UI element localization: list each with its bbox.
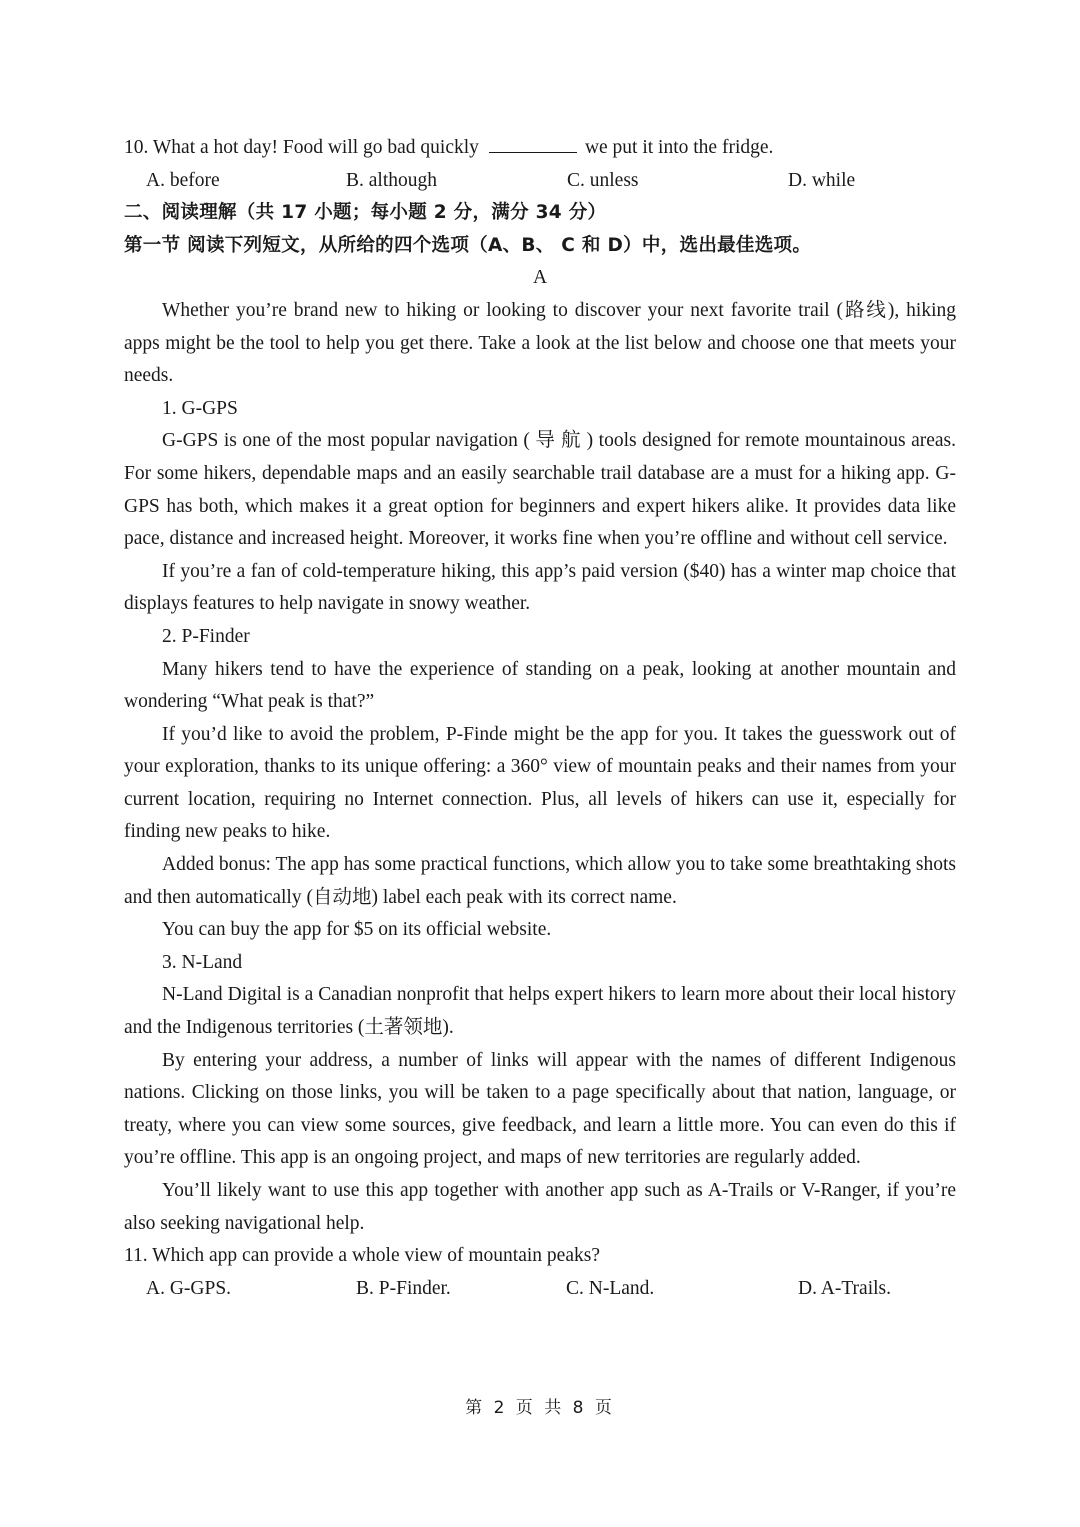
question-11-options: [124, 1273, 956, 1306]
n-land-paragraph-2: By entering your address, a number of links will appear with the names of different Indigenous nations. Clicking on those links, you will be taken to a page specifically about that nation, language, or treaty, where you can view some sources, give feedback, and learn a little more. You can even do this if you’re offline. This app is an ongoing project, and maps of new territories are regularly added.: [124, 1049, 956, 1169]
question-11-option-c: C. N-Land.: [566, 1277, 655, 1299]
question-10-option-c: C. unless: [567, 169, 639, 191]
exam-page: [124, 130, 956, 1305]
n-land-paragraph-3: You’ll likely want to use this app together with another app such as A-Trails or V-Ranger, if you’re also seeking navigational help.: [124, 1180, 956, 1234]
page-number-footer: 第 2 页 共 8 页: [465, 1398, 615, 1418]
question-11-stem: 11. Which app can provide a whole view of mountain peaks?: [124, 1245, 600, 1267]
section-heading: 二、阅读理解（共 17 小题；每小题 2 分，满分 34 分）: [124, 202, 607, 224]
question-10-option-d: D. while: [788, 169, 856, 191]
question-11-option-a: A. G-GPS.: [146, 1277, 232, 1299]
app-heading-g-gps: 1. G-GPS: [162, 397, 238, 419]
n-land-paragraph-1: N-Land Digital is a Canadian nonprofit that helps expert hikers to learn more about their local history and the Indigenous territories (土著领地).: [124, 984, 956, 1039]
question-10-option-b: B. although: [346, 169, 437, 191]
passage-intro: Whether you’re brand new to hiking or looking to discover your next favorite trail (路线), hiking apps might be the tool to help you get there. Take a look at the list below and choose one that meets your needs.: [124, 299, 956, 387]
passage-letter: A: [532, 267, 548, 289]
question-10-stem: [124, 130, 956, 165]
g-gps-paragraph-2: If you’re a fan of cold-temperature hiking, this app’s paid version ($40) has a winter map choice that displays features to help navigate in snowy weather.: [124, 560, 956, 615]
p-finder-paragraph-3: Added bonus: The app has some practical functions, which allow you to take some breathtaking shots and then automatically (自动地) label each peak with its correct name.: [124, 854, 956, 908]
question-11-option-b: B. P-Finder.: [356, 1277, 451, 1299]
question-10-stem-after: we put it into the fridge.: [584, 137, 774, 158]
section-subheading: 第一节 阅读下列短文，从所给的四个选项（A、B、 C 和 D）中，选出最佳选项。: [124, 234, 812, 256]
question-10-stem-before: 10. What a hot day! Food will go bad quickly: [124, 137, 479, 158]
question-11-option-d: D. A-Trails.: [798, 1277, 892, 1299]
p-finder-paragraph-1: Many hikers tend to have the experience of standing on a peak, looking at another mountain and wondering “What peak is that?”: [124, 658, 956, 713]
g-gps-paragraph-1: G-GPS is one of the most popular navigation ( 导 航 ) tools designed for remote mountainous areas. For some hikers, dependable maps and an easily searchable trail database are a must for a hiking app. G-GPS has both, which makes it a great option for beginners and expert hikers alike. It provides data like pace, distance and increased height. Moreover, it works fine when you’re offline and without cell service.: [124, 430, 956, 550]
question-10-options: [124, 165, 956, 198]
app-heading-n-land: 3. N-Land: [162, 951, 243, 973]
app-heading-p-finder: 2. P-Finder: [162, 625, 250, 647]
p-finder-paragraph-2: If you’d like to avoid the problem, P-Finde might be the app for you. It takes the guesswork out of your exploration, thanks to its unique offering: a 360° view of mountain peaks and their names from your current location, requiring no Internet connection. Plus, all levels of hikers can use it, especially for finding new peaks to hike.: [124, 723, 956, 843]
question-10-blank: [489, 130, 577, 153]
p-finder-paragraph-4: You can buy the app for $5 on its official website.: [162, 919, 552, 941]
question-10-option-a: A. before: [146, 169, 220, 191]
